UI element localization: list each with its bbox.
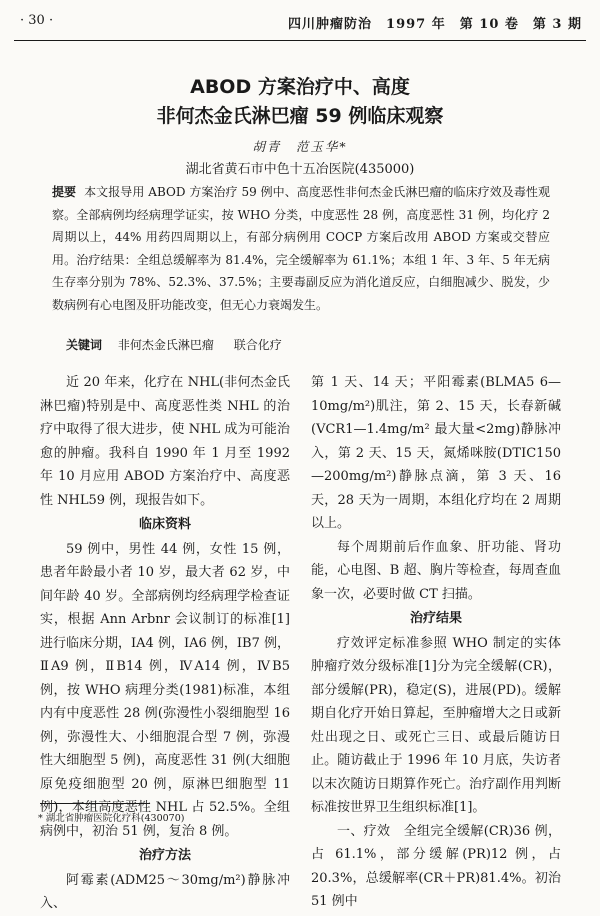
method-paragraph-2: 每个周期前后作血象、肝功能、肾功能，心电图、B 超、胸片等检查，每周查血象一次，必要时做 CT 扫描。 xyxy=(311,539,561,602)
keywords xyxy=(66,336,298,353)
authors: 胡青 范玉华* xyxy=(252,139,348,154)
abstract-text: 本文报导用 ABOD 方案治疗 59 例中、高度恶性非何杰金氏淋巴瘤的临床疗效及毒性观察。全部病例均经病理学证实，按 WHO 分类，中度恶性 28 例，高度恶性 31 例，均化疗 2 周期以上，44% 用药四周期以上，有部分病例用 COCP 方案后改用 ABOD 方案或交替应用。治疗结果：全组总缓解率为 81.4%，完全缓解率为 61.1%；本组 1 年、3 年、5 年无病生存率分别为 78%、52.3%、37.5%；主要毒副反应为消化道反应，白细胞减少、脱发，少数病例有心电图及肝功能改变，但无心力衰竭发生。 xyxy=(52,185,550,312)
method-paragraph-cont: 第 1 天、14 天；平阳霉素(BLMA5 6—10mg/m²)肌注，第 2、15 天，长春新碱(VCR1—1.4mg/m² 最大量<2mg)静脉冲入，第 2 天、15 天，氮烯咪胺(DTIC150—200mg/m²)静脉点滴，第 3 天、16 天，28 天为一周期，本组化疗均在 2 周期以上。 xyxy=(311,375,561,531)
journal-header: 四川肿瘤防治 1997 年 第 10 卷 第 3 期 xyxy=(288,17,582,32)
clinical-paragraph: 59 例中，男性 44 例，女性 15 例，患者年龄最小者 10 岁，最大者 62 岁，中间年龄 40 岁。全部病例均经病理学检查证实，根据 Ann Arbnr 会议制订的标准[1]进行临床分期，ⅠA4 例，ⅠA6 例，ⅠB7 例，ⅡA9 例，ⅡB14 例，ⅣA14 例，ⅣB5 例，按 WHO 病理分类(1981)标准，本组内有中度恶性 28 例(弥漫性小裂细胞型 16 例，弥漫性大、小细胞混合型 7 例，弥漫性大细胞型 5 例)，高度恶性 31 例(大细胞原免疫细胞型 20 例，原淋巴细胞型 11 例)，本组高度恶性 NHL 占 52.5%。全组病例中，初治 51 例，复治 8 例。 xyxy=(40,541,290,839)
right-column xyxy=(311,371,561,914)
footnote: * 湖北省肿瘤医院化疗科(430070) xyxy=(38,813,185,824)
page-number: · 30 · xyxy=(20,13,54,28)
results-paragraph: 疗效评定标准参照 WHO 制定的实体肿瘤疗效分级标准[1]分为完全缓解(CR)，部分缓解(PR)，稳定(S)，进展(PD)。缓解期自化疗开始日算起，至肿瘤增大之日或新灶出现之日、或死亡三日、或最后随访日止。随访截止于 1996 年 10 月底，失访者以末次随访日期算作死亡。治疗副作用判断标准按世界卫生组织标准[1]。 xyxy=(311,635,561,815)
efficacy-paragraph: 一、疗效 全组完全缓解(CR)36 例，占 61.1%，部分缓解(PR)12 例，占 20.3%，总缓解率(CR＋PR)81.4%。初治 51 例中 xyxy=(311,823,561,909)
method-paragraph-start: 阿霉素(ADM25～30mg/m²)静脉冲入、 xyxy=(40,872,290,911)
keywords-label: 关键词 xyxy=(66,338,103,352)
abstract-label: 提要 xyxy=(52,185,77,199)
header-rule xyxy=(14,40,586,41)
keyword-item: 联合化疗 xyxy=(233,338,282,352)
abstract xyxy=(52,181,550,316)
footnote-rule xyxy=(40,803,150,804)
keyword-item: 非何杰金氏淋巴瘤 xyxy=(117,338,214,352)
title-line-1: ABOD 方案治疗中、高度 xyxy=(190,76,410,98)
intro-paragraph: 近 20 年来，化疗在 NHL(非何杰金氏淋巴瘤)特别是中、高度恶性类 NHL 的治疗中取得了很大进步，使 NHL 成为可能治愈的肿瘤。我科自 1990 年 1 月至 1992 年 10 月应用 ABOD 方案治疗中、高度恶性 NHL59 例，现报告如下。 xyxy=(40,375,290,508)
section-heading-results: 治疗结果 xyxy=(409,611,462,626)
section-heading-clinical: 临床资料 xyxy=(138,517,191,532)
section-heading-method: 治疗方法 xyxy=(138,848,191,863)
title-line-2: 非何杰金氏淋巴瘤 59 例临床观察 xyxy=(156,105,444,127)
affiliation: 湖北省黄石市中色十五冶医院(435000) xyxy=(185,162,415,177)
left-column xyxy=(40,371,290,916)
